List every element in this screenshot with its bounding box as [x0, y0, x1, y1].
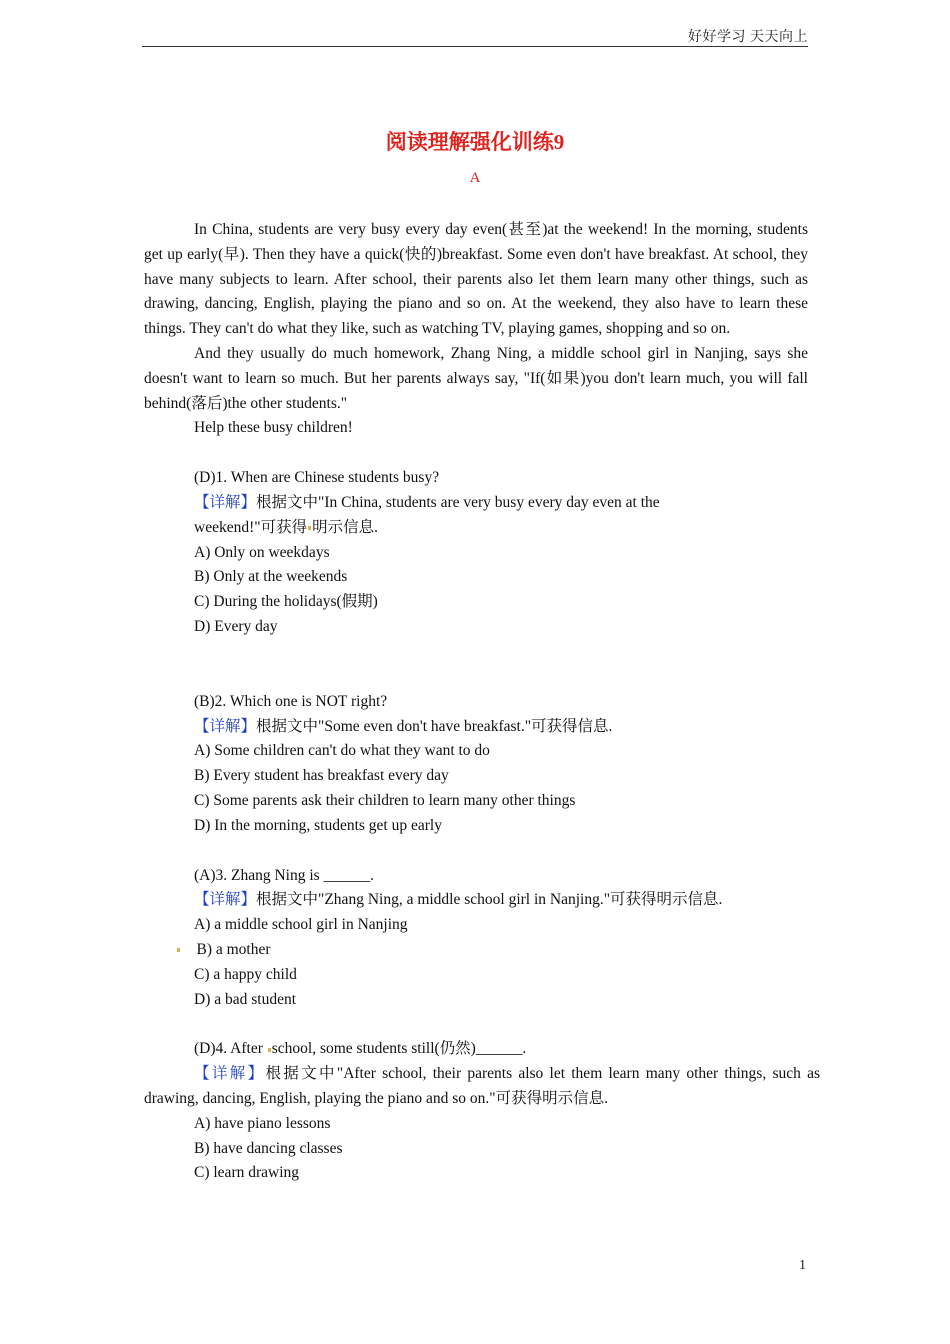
question-detail: 【详解】根据文中"Some even don't have breakfast."可获得信息. — [194, 717, 613, 735]
detail-tag: 【详解】 — [194, 717, 257, 735]
passage-paragraph-1: In China, students are very busy every day even(甚至)at the weekend! In the morning, students get up early(早). Then they have a quick(快的)breakfast. Some even don't have breakfast. At school, they have many subjects to learn. After school, their parents also let them learn many other things, such as drawing, dancing, English, playing the piano and so on. At the weekend, they also have to learn these things. They can't do what they like, such as watching TV, playing games, shopping and so on. — [144, 221, 808, 338]
option: A) have piano lessons — [194, 1114, 331, 1132]
passage-paragraph-2: And they usually do much homework, Zhang Ning, a middle school girl in Nanjing, says she doesn't want to learn so much. But her parents always say, "If(如果)you don't learn much, you will fall behind(落后)the other students." — [144, 344, 808, 412]
option: D) In the morning, students get up early — [194, 816, 442, 834]
option: D) Every day — [194, 617, 278, 635]
option: A) Some children can't do what they want to do — [194, 742, 490, 760]
question-2 — [144, 690, 808, 839]
option: C) learn drawing — [194, 1164, 300, 1182]
section-label: A — [469, 170, 481, 186]
page-header — [142, 24, 808, 47]
detail-tag: 【详解】 — [194, 493, 257, 511]
option: C) During the holidays(假期) — [194, 593, 378, 611]
question-stem: (B)2. Which one is NOT right? — [194, 692, 388, 710]
option: A) Only on weekdays — [194, 543, 330, 561]
highlight-marker — [268, 1048, 271, 1052]
question-stem: (D)4. After school, some students still(仍然)______. — [194, 1040, 527, 1058]
header-motto: 好好学习 天天向上 — [688, 30, 808, 45]
option: B) have dancing classes — [194, 1139, 343, 1157]
page-title: 阅读理解强化训练9 — [385, 130, 565, 154]
question-detail: 【详解】根据文中"Zhang Ning, a middle school girl in Nanjing."可获得明示信息. — [194, 891, 723, 909]
highlight-marker — [308, 526, 311, 530]
document-body — [144, 218, 820, 1186]
detail-tag: 【详解】 — [194, 891, 257, 909]
option: B) Only at the weekends — [194, 568, 348, 586]
option: D) a bad student — [194, 990, 297, 1008]
highlight-marker — [177, 948, 180, 952]
option: A) a middle school girl in Nanjing — [194, 916, 408, 934]
option: C) Some parents ask their children to learn many other things — [194, 791, 576, 809]
passage-paragraph-3: Help these busy children! — [194, 419, 353, 437]
option: B) Every student has breakfast every day — [194, 767, 449, 785]
detail-tag: 【详解】 — [194, 1065, 266, 1083]
question-detail-cont: weekend!"可获得 明示信息. — [194, 518, 378, 536]
question-stem: (D)1. When are Chinese students busy? — [194, 469, 440, 487]
option: C) a happy child — [194, 965, 297, 983]
question-detail: 【详解】根据文中"In China, students are very busy every day even at the — [194, 493, 660, 511]
page-number: 1 — [799, 1258, 806, 1273]
option: B) a mother — [144, 938, 808, 963]
question-3 — [144, 864, 808, 1013]
question-4 — [144, 1037, 820, 1186]
question-stem: (A)3. Zhang Ning is ______. — [194, 866, 374, 884]
question-detail: 【详解】根据文中"After school, their parents also let them learn many other things, such as drawing, dancing, English, playing the piano and so on."可获得明示信息. — [144, 1065, 820, 1107]
question-1 — [144, 466, 808, 640]
